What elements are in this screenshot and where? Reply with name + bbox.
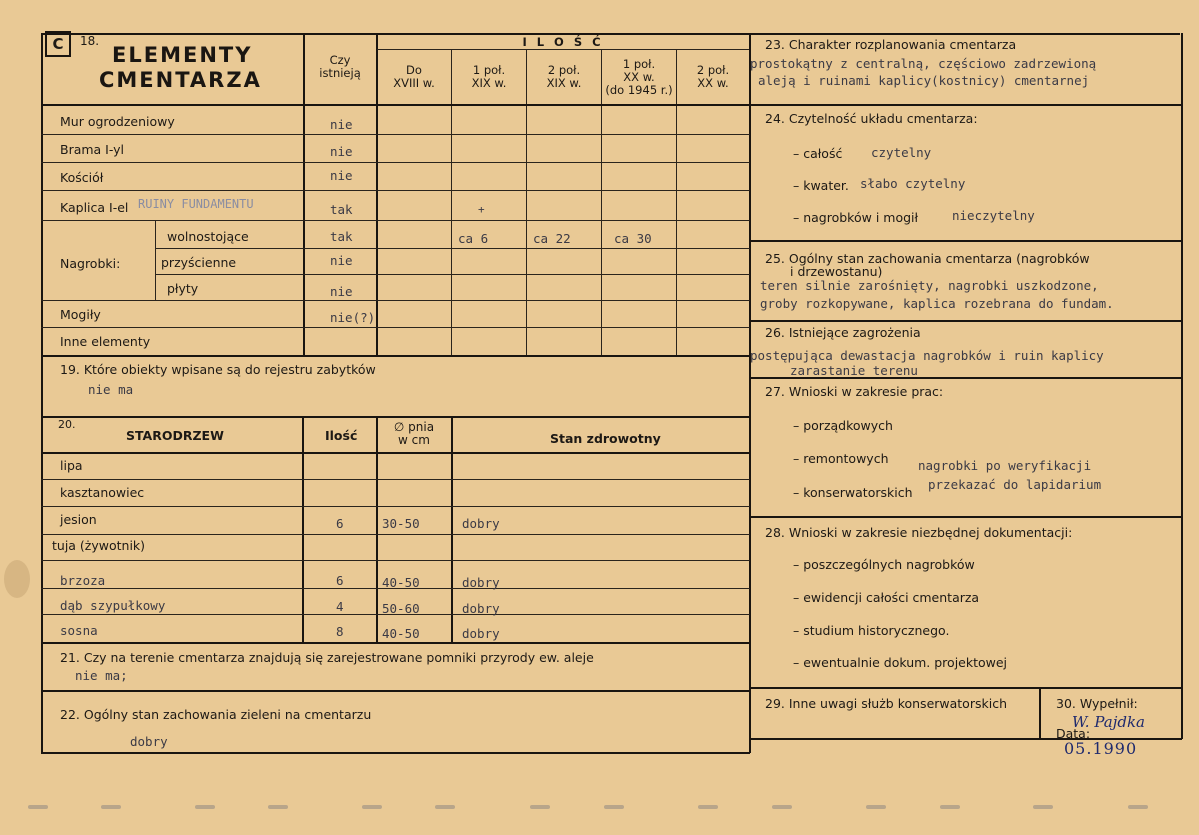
tree-diam: 30-50	[382, 516, 420, 531]
section-number: 18.	[80, 34, 100, 48]
col-divider-p1	[451, 50, 452, 355]
period-value: ca 22	[533, 231, 571, 246]
q30-label: 30. Wypełnił:	[1056, 696, 1138, 711]
q23-label: 23. Charakter rozplanowania cmentarza	[765, 37, 1017, 52]
section-28-top	[750, 516, 1182, 518]
row-label: Mogiły	[60, 307, 101, 322]
q19-answer: nie ma	[88, 382, 134, 397]
frame-bottom	[41, 752, 750, 754]
q29-label: 29. Inne uwagi służb konserwatorskich	[765, 696, 1007, 711]
q22-label: 22. Ogólny stan zachowania zieleni na cmentarzu	[60, 707, 372, 722]
tree-row-line	[41, 534, 750, 535]
col-divider-nagrobki	[155, 220, 156, 300]
fill-date: 05.1990	[1064, 739, 1138, 758]
binder-hole	[101, 805, 121, 809]
q27-item: – porządkowych	[793, 418, 893, 433]
exists-value: nie	[330, 144, 353, 159]
ilosc-header: I L O Ś Ć	[522, 35, 604, 49]
q27-answer-1: nagrobki po weryfikacji	[918, 458, 1092, 473]
q20-col-diam: ∅ pnia w cm	[393, 420, 435, 447]
binder-hole	[28, 805, 48, 809]
q24-value: nieczytelny	[952, 208, 1035, 223]
binder-hole	[604, 805, 624, 809]
q25-label-2: i drzewostanu)	[790, 264, 883, 279]
q27-label: 27. Wnioski w zakresie prac:	[765, 384, 944, 399]
section-29-top	[750, 687, 1182, 689]
tree-state: dobry	[462, 601, 500, 616]
binder-hole	[1033, 805, 1053, 809]
q25-answer-2: groby rozkopywane, kaplica rozebrana do fundam.	[760, 296, 1114, 311]
paper-stain	[4, 560, 30, 598]
q27-item: – remontowych	[793, 451, 889, 466]
q26-answer-2: zarastanie terenu	[790, 363, 918, 378]
frame-left	[41, 33, 43, 753]
section-letter-box: C	[45, 31, 71, 57]
tree-name: tuja (żywotnik)	[52, 538, 146, 553]
row-label: wolnostojące	[167, 229, 249, 244]
tree-name: lipa	[60, 458, 83, 473]
tree-diam: 40-50	[382, 575, 420, 590]
period-value: ca 6	[458, 231, 489, 246]
tree-row-line	[41, 506, 750, 507]
binder-hole	[435, 805, 455, 809]
tree-diam: 40-50	[382, 626, 420, 641]
period-header-0: Do XVIII w.	[393, 63, 435, 90]
col-exists-header: Czy istnieją	[319, 53, 361, 80]
section-24-top	[750, 104, 1182, 106]
tree-name: kasztanowiec	[60, 485, 145, 500]
q23-answer-1: prostokątny z centralną, częściowo zadrzewioną	[750, 56, 1097, 71]
row-label: Inne elementy	[60, 334, 151, 349]
section-title-line2: CMENTARZA	[99, 68, 262, 92]
row-line	[155, 274, 750, 275]
row-line	[41, 190, 750, 191]
exists-value: nie	[330, 168, 353, 183]
row-line	[41, 162, 750, 163]
row-line	[41, 220, 750, 221]
exists-value: nie	[330, 284, 353, 299]
q28-item: – studium historycznego.	[793, 623, 950, 638]
q22-answer: dobry	[130, 734, 168, 749]
q20-col-divider	[376, 416, 378, 642]
signature: W. Pajdka	[1072, 713, 1145, 731]
section-25-top	[750, 240, 1182, 242]
q20-col-state: Stan zdrowotny	[550, 431, 661, 446]
q25-answer-1: teren silnie zarośnięty, nagrobki uszkodzone,	[760, 278, 1099, 293]
tree-state: dobry	[462, 516, 500, 531]
q24-value: czytelny	[871, 145, 932, 160]
q23-answer-2: aleją i ruinami kaplicy(kostnicy) cmentarnej	[758, 73, 1090, 88]
row-label: Kaplica I-el	[60, 200, 129, 215]
section-22-top	[41, 690, 750, 692]
section-19-top	[41, 355, 750, 357]
q24-item: – nagrobków i mogił	[793, 210, 919, 225]
row-label: Mur ogrodzeniowy	[60, 114, 175, 129]
section-title-line1: ELEMENTY	[112, 43, 253, 67]
tree-name: dąb szypułkowy	[60, 598, 166, 613]
q26-label: 26. Istniejące zagrożenia	[765, 325, 921, 340]
exists-value: tak	[330, 229, 353, 244]
section-21-top	[41, 642, 750, 644]
period-header-4: 2 poł. XX w.	[696, 63, 730, 90]
binder-hole	[866, 805, 886, 809]
section-26-top	[750, 320, 1182, 322]
q25-label-1: 25. Ogólny stan zachowania cmentarza (nagrobków	[765, 251, 1090, 266]
tree-diam: 50-60	[382, 601, 420, 616]
period-header-2: 2 poł. XIX w.	[546, 63, 582, 90]
q28-item: – ewidencji całości cmentarza	[793, 590, 980, 605]
row-line	[155, 248, 750, 249]
period-header-1: 1 poł. XIX w.	[471, 63, 507, 90]
period-value: ca 30	[614, 231, 652, 246]
binder-hole	[940, 805, 960, 809]
q21-label: 21. Czy na terenie cmentarza znajdują się zarejestrowane pomniki przyrody ew. aleje	[60, 650, 594, 665]
row-line	[41, 134, 750, 135]
frame-top-right	[750, 33, 1180, 35]
exists-value: nie	[330, 117, 353, 132]
section-27-top	[750, 377, 1182, 379]
q21-answer: nie ma;	[75, 668, 128, 683]
tree-qty: 6	[336, 573, 344, 588]
tree-row-line	[41, 479, 750, 480]
binder-hole	[772, 805, 792, 809]
row-label: Brama I-yl	[60, 142, 125, 157]
header-bottom-line	[41, 104, 750, 106]
tree-qty: 4	[336, 599, 344, 614]
binder-hole	[362, 805, 382, 809]
row-line	[41, 327, 750, 328]
q20-col-qty: Ilość	[325, 428, 358, 443]
q26-answer-1: postępująca dewastacja nagrobków i ruin kaplicy	[750, 348, 1104, 363]
tree-name: brzoza	[60, 573, 106, 588]
frame-right	[1181, 33, 1183, 739]
q27-item: – konserwatorskich	[793, 485, 913, 500]
q24-item: – całość	[793, 146, 843, 161]
row-label: przyścienne	[161, 255, 237, 270]
section-20-top	[41, 416, 750, 418]
row-line	[41, 300, 750, 301]
q20-title: STARODRZEW	[126, 428, 224, 443]
binder-hole	[268, 805, 288, 809]
q24-label: 24. Czytelność układu cmentarza:	[765, 111, 978, 126]
q28-item: – poszczególnych nagrobków	[793, 557, 975, 572]
exists-value: tak	[330, 202, 353, 217]
binder-hole	[698, 805, 718, 809]
tree-qty: 8	[336, 624, 344, 639]
q24-value: słabo czytelny	[860, 176, 966, 191]
period-value: +	[478, 203, 485, 216]
q20-number: 20.	[58, 418, 76, 431]
q20-col-divider	[451, 416, 453, 642]
exists-value: nie(?)	[330, 310, 376, 325]
nagrobki-label: Nagrobki:	[60, 256, 121, 271]
q30-date-label: Data:	[1056, 726, 1091, 741]
q20-col-divider	[302, 416, 304, 642]
frame-middle	[749, 33, 751, 753]
row-label: Kościół	[60, 170, 104, 185]
tree-state: dobry	[462, 626, 500, 641]
period-header-3: 1 poł. XX w. (do 1945 r.)	[605, 57, 673, 97]
col-divider-p2	[526, 50, 527, 355]
binder-hole	[530, 805, 550, 809]
tree-row-line	[41, 560, 750, 561]
q28-item: – ewentualnie dokum. projektowej	[793, 655, 1008, 670]
q28-label: 28. Wnioski w zakresie niezbędnej dokumentacji:	[765, 525, 1073, 540]
tree-qty: 6	[336, 516, 344, 531]
exists-value: nie	[330, 253, 353, 268]
ilosc-underline	[377, 49, 749, 50]
q20-header-line	[41, 452, 750, 454]
tree-name: jesion	[60, 512, 97, 527]
q19-label: 19. Które obiekty wpisane są do rejestru zabytków	[60, 362, 376, 377]
frame-top-left	[41, 33, 750, 35]
binder-hole	[1128, 805, 1148, 809]
col-divider-p4	[676, 50, 677, 355]
tree-state: dobry	[462, 575, 500, 590]
tree-name: sosna	[60, 623, 98, 638]
q30-divider	[1039, 687, 1041, 738]
row-label: płyty	[167, 281, 199, 296]
binder-hole	[195, 805, 215, 809]
q27-answer-2: przekazać do lapidarium	[928, 477, 1102, 492]
chapel-note: RUINY FUNDAMENTU	[138, 197, 254, 211]
col-divider-labels	[303, 33, 305, 355]
q24-item: – kwater.	[793, 178, 849, 193]
